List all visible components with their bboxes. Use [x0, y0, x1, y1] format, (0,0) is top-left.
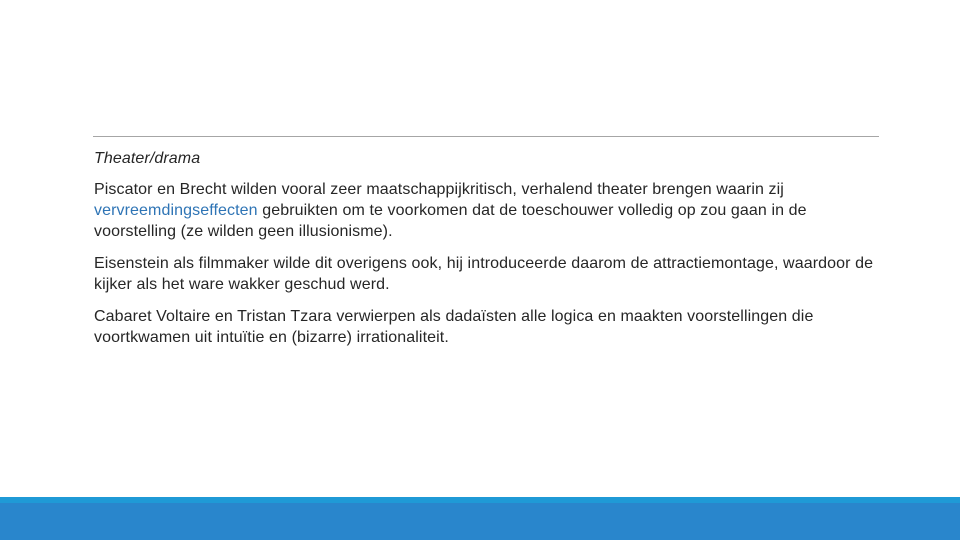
- slide-content: [94, 148, 884, 359]
- highlighted-term: vervreemdingseffecten: [94, 202, 258, 219]
- bottom-accent-bar-highlight: [0, 497, 960, 503]
- paragraph-brecht-text-end: gebruikten om te voorkomen dat de toeschouwer volledig op zou gaan in de voorstelling (ze wilden geen illusionisme).: [94, 202, 807, 240]
- paragraph-brecht: [94, 179, 884, 242]
- paragraph-dada: Cabaret Voltaire en Tristan Tzara verwierpen als dadaïsten alle logica en maakten voorstellingen die voortkwamen uit intuïtie en (bizarre) irrationaliteit.: [94, 308, 814, 346]
- divider-line: [93, 136, 879, 137]
- paragraph-eisenstein: Eisenstein als filmmaker wilde dit overigens ook, hij introduceerde daarom de attractiemontage, waardoor de kijker als het ware wakker geschud werd.: [94, 255, 874, 293]
- paragraph-brecht-text-start: Piscator en Brecht wilden vooral zeer maatschappijkritisch, verhalend theater brengen waarin zij: [94, 181, 784, 198]
- bottom-accent-bar: [0, 497, 960, 540]
- slide-heading: Theater/drama: [94, 150, 201, 167]
